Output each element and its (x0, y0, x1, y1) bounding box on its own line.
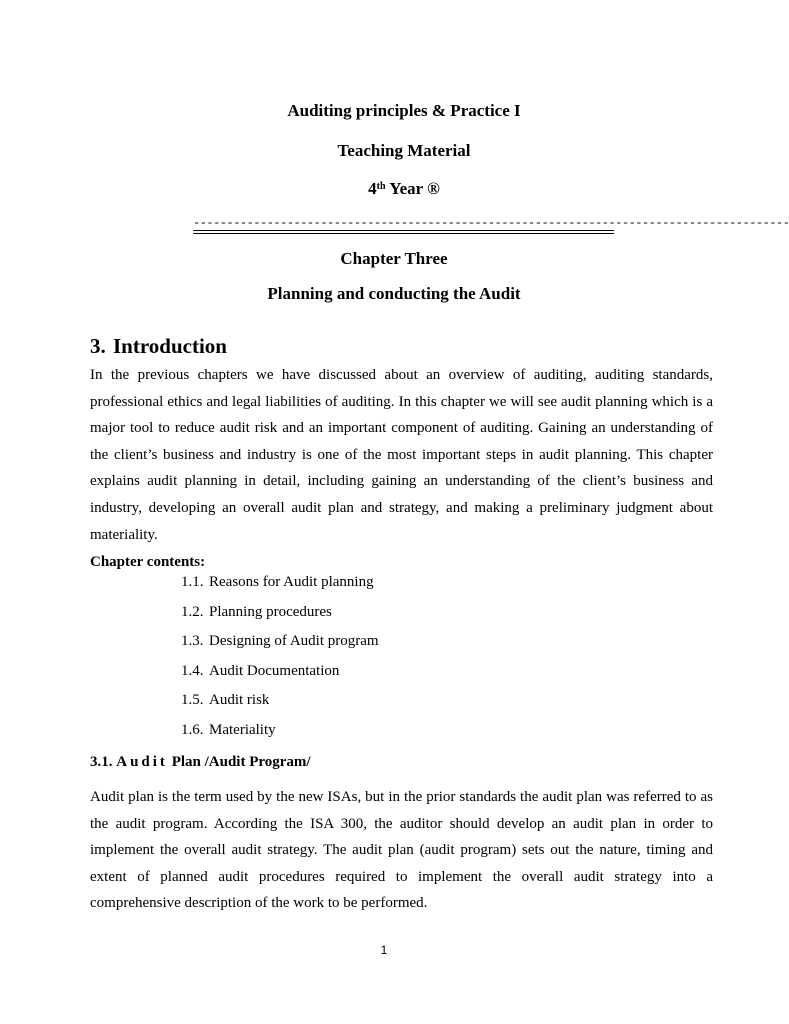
list-item-text: Planning procedures (209, 603, 332, 620)
list-item-number: 1.2. (181, 603, 204, 620)
year-number: 4 (368, 179, 377, 198)
chapter-contents-label: Chapter contents: (90, 554, 206, 570)
introduction-heading-text: Introduction (113, 334, 227, 358)
introduction-paragraph: In the previous chapters we have discussed about an overview of auditing, auditing standards, professional ethics and legal liabilities of auditing. In this chapter we will see audit planning which is a major tool to reduce audit risk and an important component of auditing. Gaining an understanding of the client’s business and industry is one of the most important steps in audit planning. This chapter explains audit planning in detail, including gaining an understanding of the client’s business and industry, developing an overall audit plan and strategy, and making a preliminary judgment about materiality. (90, 367, 713, 543)
list-item-text: Audit risk (209, 692, 270, 708)
list-item-number: 1.1. (181, 574, 204, 590)
separator-line-bottom (193, 233, 614, 234)
page-number: 1 (380, 943, 388, 957)
list-item-text: Designing of Audit program (209, 633, 379, 649)
chapter-title: Chapter Three (340, 249, 448, 268)
list-item (181, 571, 379, 601)
section-3-1-spaced-word: Audit (116, 754, 168, 770)
list-item (181, 660, 379, 690)
list-item-text: Audit Documentation (209, 662, 340, 679)
list-item-text: Reasons for Audit planning (209, 574, 374, 590)
list-item-text: Materiality (209, 721, 276, 738)
list-item (181, 719, 379, 749)
list-item (181, 630, 379, 660)
list-item (181, 689, 379, 719)
section-3-1-heading-rest: Plan /Audit Program/ (167, 754, 311, 770)
section-3-1-heading (90, 751, 311, 773)
section-3-1-number: 3.1. (90, 754, 113, 770)
list-item-number: 1.3. (181, 633, 204, 649)
introduction-number: 3. (90, 334, 106, 358)
list-item-number: 1.5. (181, 692, 204, 708)
chapter-subtitle: Planning and conducting the Audit (267, 284, 521, 303)
list-item-number: 1.6. (181, 721, 204, 738)
section-3-1-paragraph: Audit plan is the term used by the new ISAs, but in the prior standards the audit plan was referred to as the audit program. According the ISA 300, the auditor should develop an audit plan in order to implement the overall audit strategy. The audit plan (audit program) sets out the nature, timing and extent of planned audit procedures required to implement the overall audit strategy into a comprehensive description of the work to be performed. (90, 789, 713, 912)
course-title: Auditing principles & Practice I (287, 101, 521, 120)
introduction-heading (90, 333, 227, 359)
separator-line-top (193, 230, 614, 231)
material-label: Teaching Material (337, 141, 471, 160)
list-item-number: 1.4. (181, 662, 204, 679)
list-item (181, 601, 379, 631)
year-suffix: th (376, 181, 386, 192)
chapter-contents-list (181, 571, 379, 748)
year-rest: Year ® (385, 179, 440, 198)
year-label (20, 178, 788, 200)
dashed-separator: ----------------------------------------------------------------------------------------- (193, 216, 789, 230)
